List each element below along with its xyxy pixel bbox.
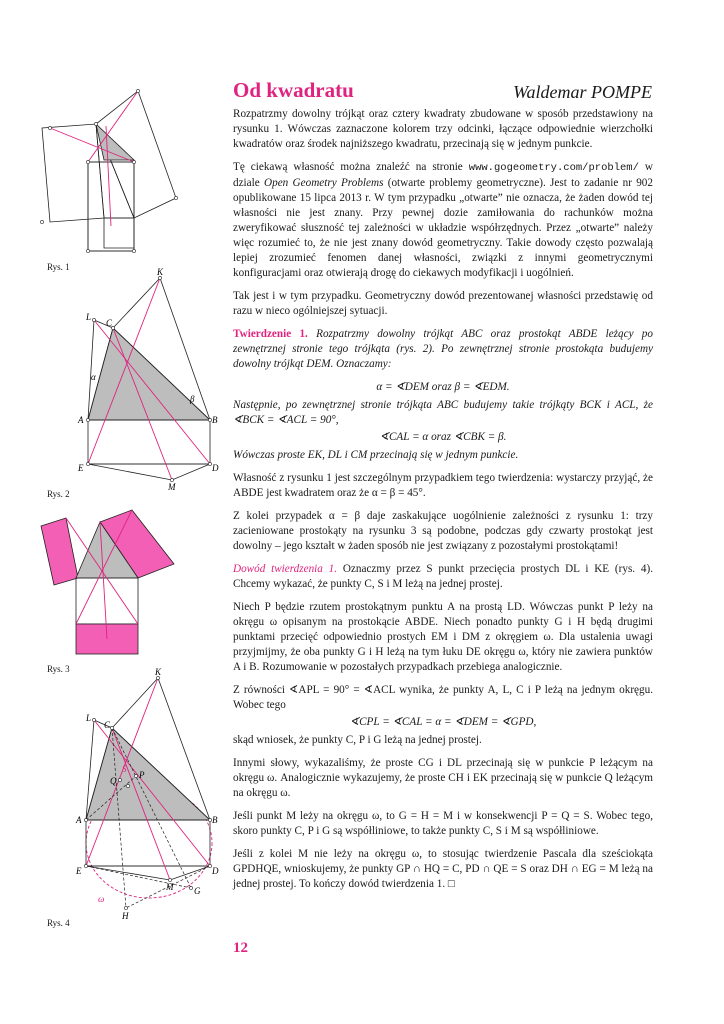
paragraph-7: Z równości ∢APL = 90° = ∢ACL wynika, że punkty A, L, C i P leżą na jednym okręgu. Wobec tego <box>233 684 653 711</box>
label-G: G <box>194 886 201 896</box>
label-K: K <box>155 668 162 677</box>
article-author: Waldemar POMPE <box>513 82 652 102</box>
label-L: L <box>86 713 92 723</box>
label-P: P <box>139 770 145 780</box>
figure-2-caption: Rys. 2 <box>47 489 70 499</box>
label-H: H <box>122 911 129 921</box>
proof-start: Dowód twierdzenia 1. Oznaczmy przez S punkt przecięcia prostych DL i KE (rys. 4). Chcemy wykazać, że punkty C, S i M leżą na jednej prostej. <box>233 563 653 590</box>
paragraph-11: Jeśli z kolei M nie leży na okręgu ω, to stosując twierdzenie Pascala dla sześciokąta GPDHQE, wnioskujemy, że punkty GP ∩ HQ = C, PD ∩ QE = S oraz DH ∩ EG = M leżą na jednej prostej. To kończy dowód twierdzenia 1. □ <box>233 848 653 890</box>
equation-1: α = ∢DEM oraz β = ∢EDM. <box>376 381 510 393</box>
figure-3-caption: Rys. 3 <box>47 664 70 674</box>
page-number: 12 <box>233 940 248 956</box>
label-B: B <box>212 815 218 825</box>
paragraph-3: Tak jest i w tym przypadku. Geometryczny dowód prezentowanej własności przedstawię od razu w nieco ogólniejszej sytuacji. <box>233 290 653 317</box>
article-body <box>233 107 653 900</box>
figure-1 <box>36 86 186 261</box>
paragraph-8: skąd wniosek, że punkty C, P i G leżą na jednej prostej. <box>233 734 482 746</box>
paragraph-4: Własność z rysunku 1 jest szczególnym przypadkiem tego twierdzenia: wystarczy przyjąć, że ABDE jest kwadratem oraz że α = β = 45°. <box>233 472 653 499</box>
url-link[interactable]: www.gogeometry.com/problem/ <box>468 162 639 174</box>
paragraph-2: Tę ciekawą własność można znaleźć na stronie www.gogeometry.com/problem/ w dziale Open Geometry Problems (otwarte problemy geometryczne). Jest to zadanie nr 902 opublikowane 15 lipca 2013 r. W tym przypadku „otwarte” nie oznacza, że żaden dowód tej własności nie jest znany. Przy pewnej dozie zamiłowania do rachunków można zweryfikować słuszność tej zależności w układzie współrzędnych. Przez „otwarte” należy więc rozumieć to, że nie jest znany dowód geometryczny. Takie dowody często pozwalają lepiej zrozumieć fenomen danej własności, związki z innymi geometrycznymi konfiguracjami oraz otwierają drogę do ciekawych modyfikacji i uogólnień. <box>233 161 653 279</box>
equation-3: ∢CPL = ∢CAL = α = ∢DEM = ∢GPD, <box>349 716 537 728</box>
label-L: L <box>86 312 92 322</box>
equation-2: ∢CAL = α oraz ∢CBK = β. <box>379 431 507 443</box>
label-A: A <box>78 415 84 425</box>
label-B: B <box>212 415 218 425</box>
label-D: D <box>212 866 219 876</box>
paragraph-1: Rozpatrzmy dowolny trójkąt oraz cztery kwadraty zbudowane w sposób przedstawiony na rysunku 1. Wówczas zaznaczone kolorem trzy odcinki, łączące odpowiednie wierzchołki kwadratów oraz środek najniższego kwadratu, przecinają się w jednym punkcie. <box>233 108 653 150</box>
label-Q: Q <box>110 776 117 786</box>
label-alpha: α <box>91 372 96 382</box>
proof-label: Dowód twierdzenia 1. <box>233 563 338 575</box>
label-M: M <box>168 482 176 492</box>
label-S: S <box>122 764 127 774</box>
paragraph-5: Z kolei przypadek α = β daje zaskakujące uogólnienie zależności z rysunku 1: trzy zacieniowane prostokąty na rysunku 3 są podobne, podczas gdy czwarty prostokąt jest dowolny – jego kształt w żaden sposób nie jest związany z pozostałymi prostokątami! <box>233 510 653 552</box>
label-C: C <box>106 318 113 328</box>
article-title: Od kwadratu <box>233 78 354 102</box>
figure-3 <box>36 500 186 660</box>
paragraph-6: Niech P będzie rzutem prostokątnym punktu A na prostą LD. Wówczas punkt P leży na okręgu ω opisanym na prostokącie ABDE. Niech ponadto punkty G i H będą drugimi punktami przecięć odpowiednio prostych EM i DM z okręgiem ω. Dla ustalenia uwagi przyjmijmy, że oba punkty G i H leżą na tym łuku DE okręgu ω, który nie zawiera punktów A i B. Rozumowanie w pozostałych przypadkach przebiega analogicznie. <box>233 601 653 673</box>
paragraph-9: Innymi słowy, wykazaliśmy, że proste CG i DL przecinają się w punkcie P leżącym na okręgu ω. Analogicznie wykazujemy, że proste CH i EK przecinają się w punkcie Q leżącym na okręgu ω. <box>233 757 653 799</box>
theorem-1-cont: Następnie, po zewnętrznej stronie trójkąta ABC budujemy takie trójkąty BCK i ACL, że ∢BCK = ∢ACL = 90°, <box>233 399 653 426</box>
label-K: K <box>157 268 164 277</box>
theorem-label: Twierdzenie 1. <box>233 328 308 340</box>
label-beta: β <box>190 394 195 404</box>
label-E: E <box>76 866 82 876</box>
theorem-1: Twierdzenie 1. Rozpatrzmy dowolny trójkąt ABC oraz prostokąt ABDE leżący po zewnętrznej stronie tego trójkąta (rys. 2). Po zewnętrznej stronie prostokąta budujemy dowolny trójkąt DEM. Oznaczamy: <box>233 328 653 370</box>
label-C: C <box>104 720 111 730</box>
label-M: M <box>166 882 174 892</box>
label-A: A <box>76 815 82 825</box>
theorem-1-claim: Wówczas proste EK, DL i CM przecinają się w jednym punkcie. <box>233 449 519 461</box>
figure-4 <box>36 668 221 928</box>
figure-1-caption: Rys. 1 <box>47 262 70 272</box>
label-D: D <box>212 463 219 473</box>
paragraph-10: Jeśli punkt M leży na okręgu ω, to G = H = M i w konsekwencji P = Q = S. Wobec tego, skoro punkty C, P i G są współliniowe, to także punkty C, S i M są współliniowe. <box>233 810 653 837</box>
label-E: E <box>78 463 84 473</box>
label-omega: ω <box>98 894 105 904</box>
figure-4-caption: Rys. 4 <box>47 918 70 928</box>
figure-2 <box>36 268 221 493</box>
